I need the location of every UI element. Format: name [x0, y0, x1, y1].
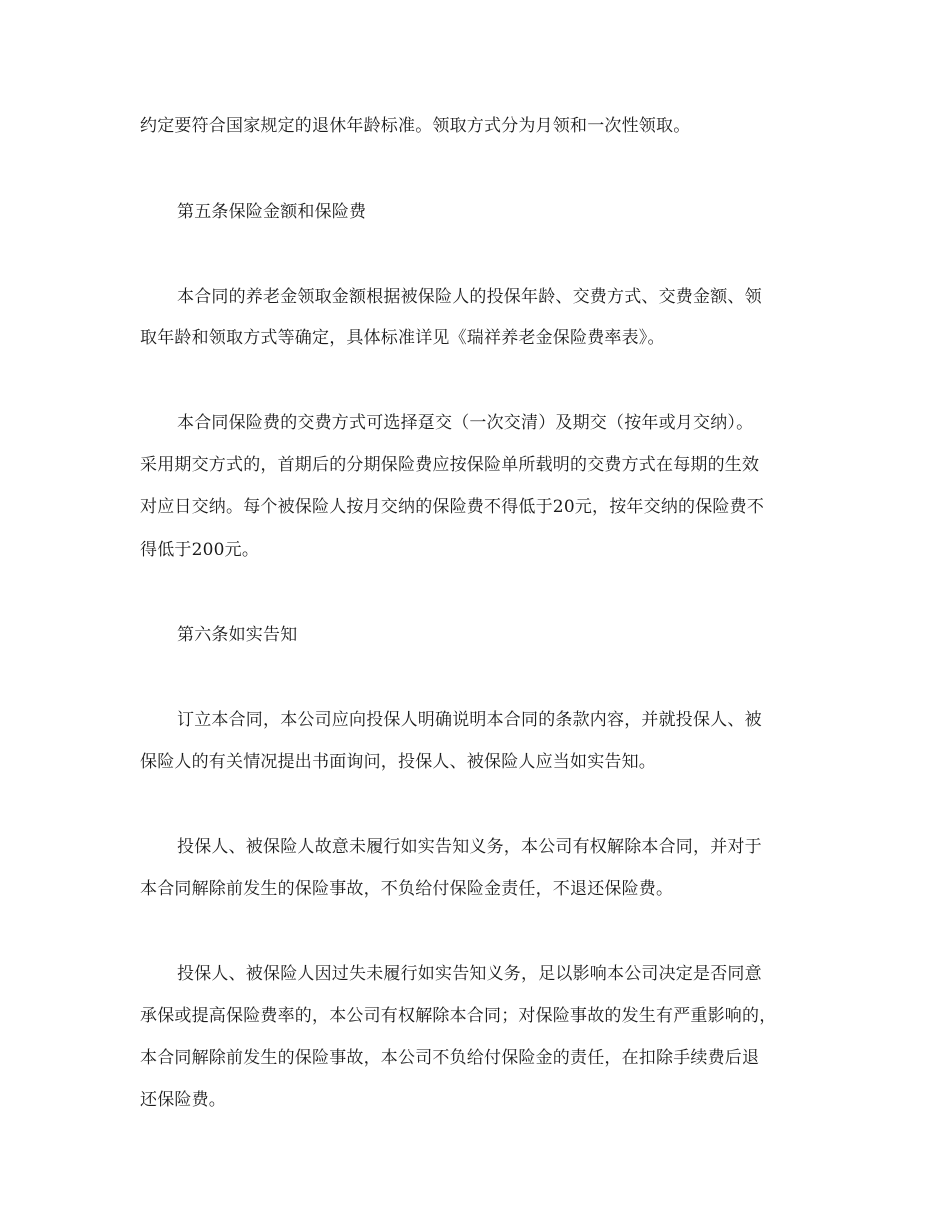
section-heading-article-5: 第五条保险金额和保险费	[177, 202, 367, 222]
text-line: 投保人、被保险人故意未履行如实告知义务，本公司有权解除本合同，并对于	[177, 837, 762, 857]
text-line: 订立本合同，本公司应向投保人明确说明本合同的条款内容，并就投保人、被	[177, 710, 762, 730]
text-line: 本合同保险费的交费方式可选择趸交（一次交清）及期交（按年或月交纳）。	[177, 413, 754, 433]
text-line: 取年龄和领取方式等确定，具体标准详见《瑞祥养老金保险费率表》。	[140, 328, 665, 348]
text-line: 承保或提高保险费率的，本公司有权解除本合同；对保险事故的发生有严重影响的，	[140, 1006, 777, 1026]
text-line: 本合同解除前发生的保险事故，不负给付保险金责任，不退还保险费。	[140, 879, 674, 899]
text-line: 约定要符合国家规定的退休年龄标准。领取方式分为月领和一次性领取。	[140, 116, 691, 136]
text-line: 本合同解除前发生的保险事故，本公司不负给付保险金的责任，在扣除手续费后退	[140, 1048, 760, 1068]
text-line: 投保人、被保险人因过失未履行如实告知义务，足以影响本公司决定是否同意	[177, 964, 762, 984]
text-line: 对应日交纳。每个被保险人按月交纳的保险费不得低于20元，按年交纳的保险费不	[140, 497, 765, 517]
text-line: 采用期交方式的，首期后的分期保险费应按保险单所载明的交费方式在每期的生效	[140, 455, 760, 475]
section-heading-article-6: 第六条如实告知	[177, 625, 298, 645]
text-line: 得低于200元。	[140, 540, 260, 560]
text-line: 还保险费。	[140, 1090, 226, 1110]
text-line: 本合同的养老金领取金额根据被保险人的投保年龄、交费方式、交费金额、领	[177, 287, 762, 307]
text-line: 保险人的有关情况提出书面询问，投保人、被保险人应当如实告知。	[140, 752, 656, 772]
